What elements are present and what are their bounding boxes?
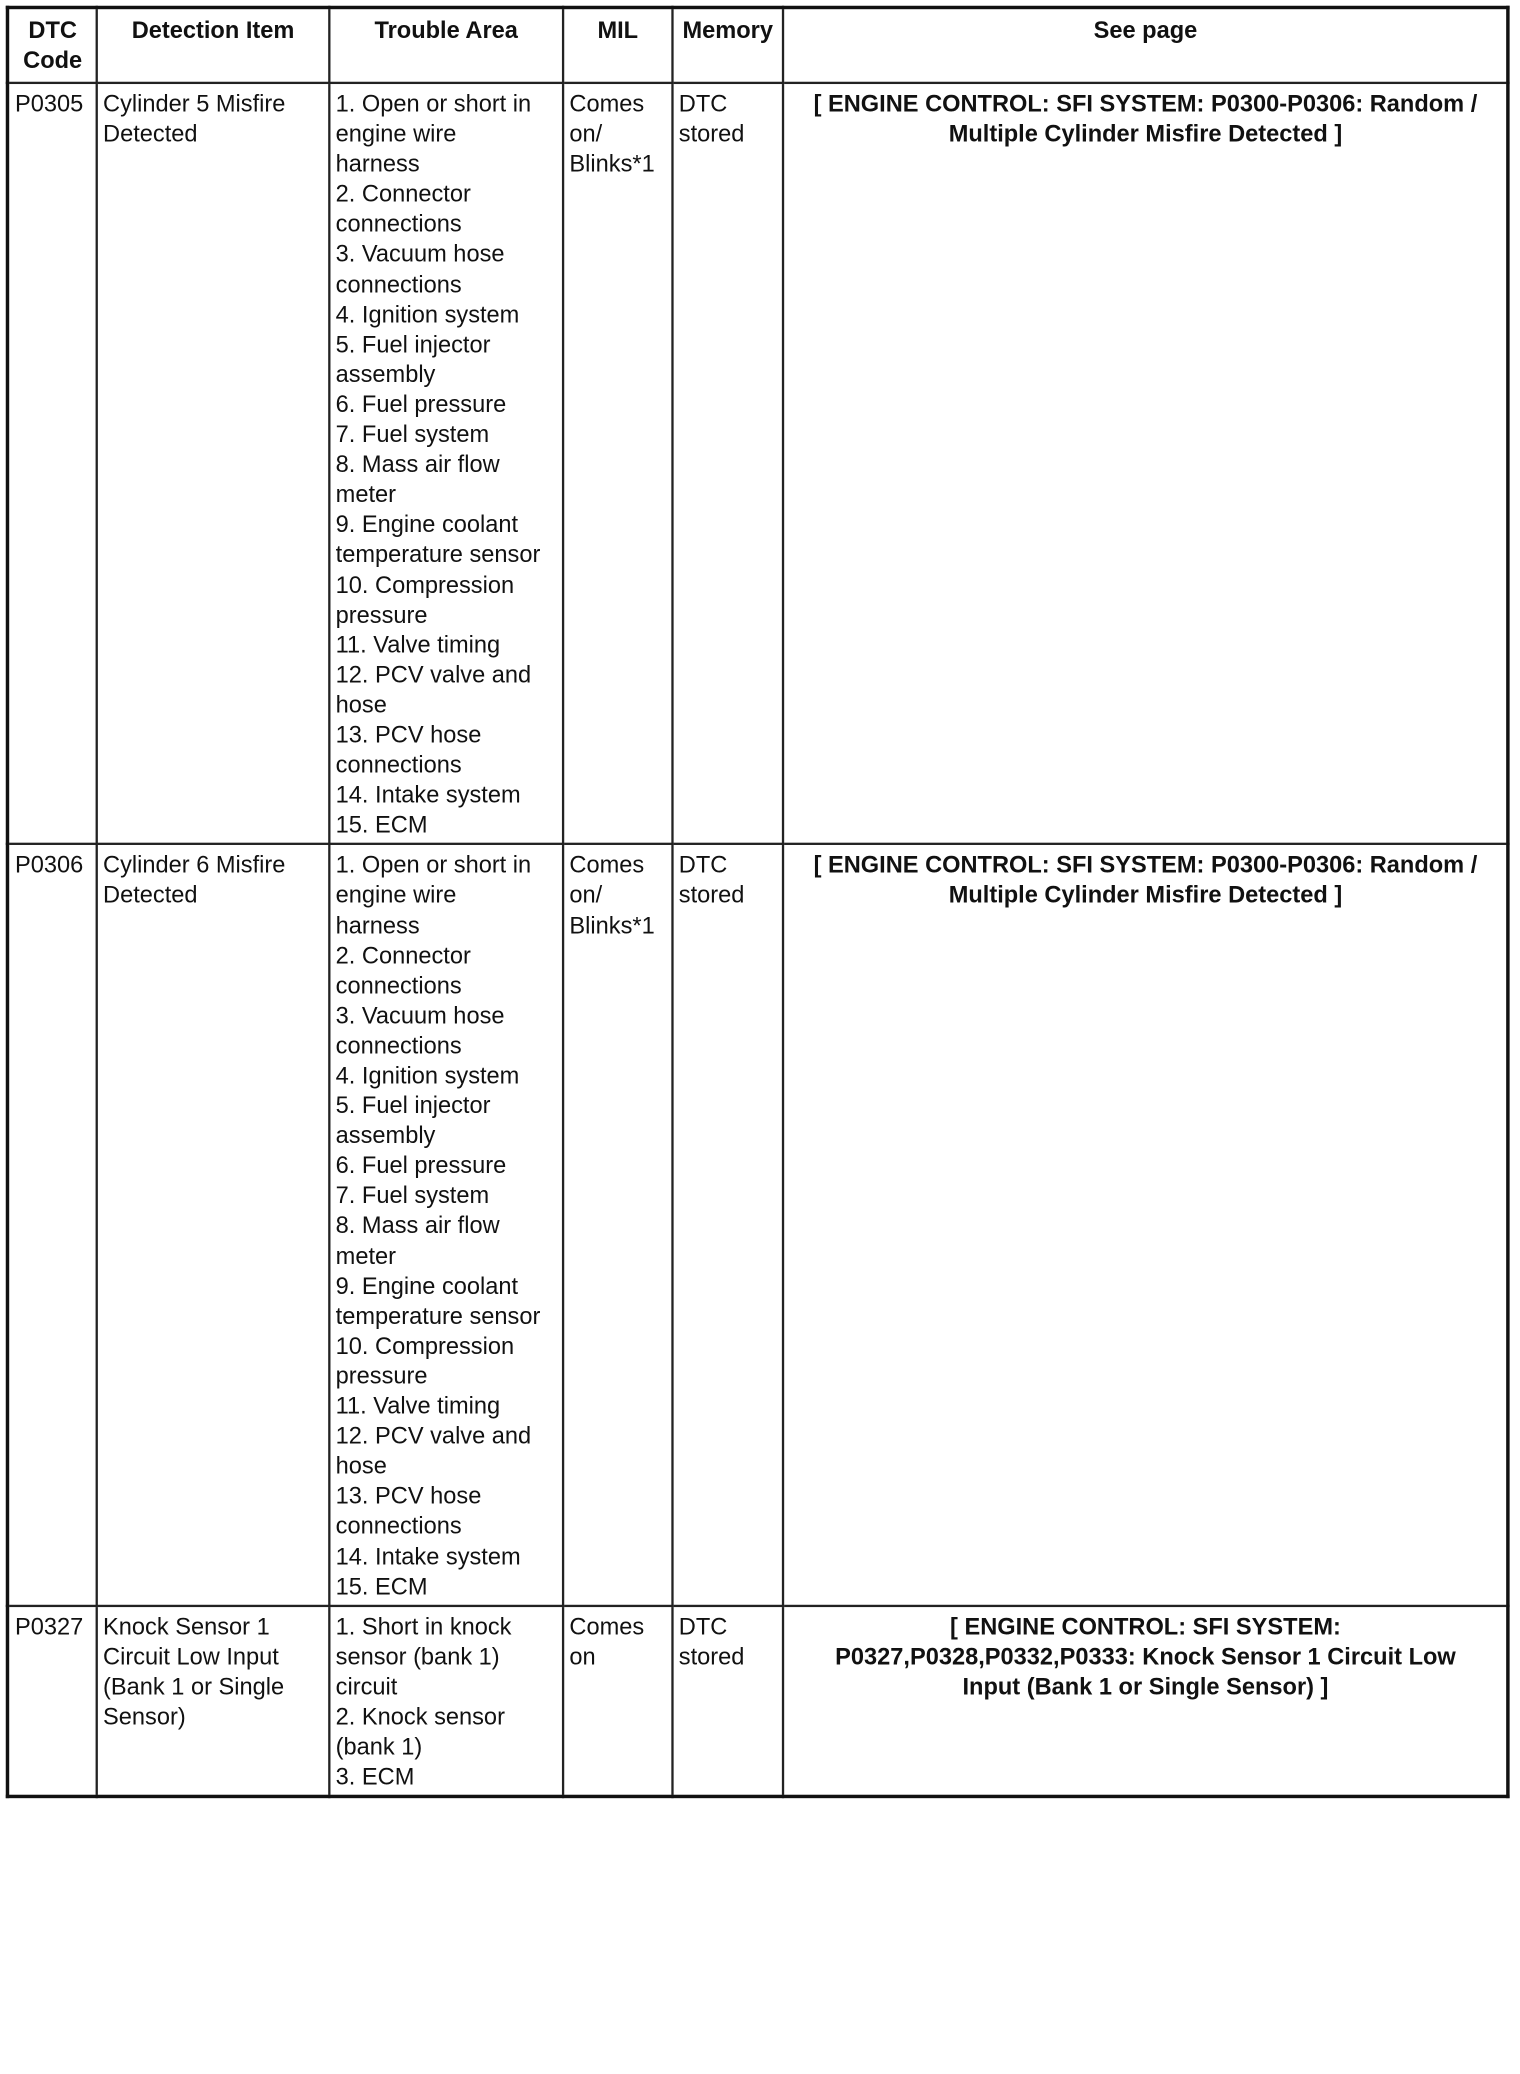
dtc-table xyxy=(6,6,1510,1799)
trouble-area-line: 5. Fuel injector xyxy=(335,331,491,358)
header-dtc-code xyxy=(7,7,96,82)
trouble-area-line: 1. Open or short in xyxy=(335,90,532,118)
memory-line: stored xyxy=(678,1643,745,1671)
detection-item-line: Sensor) xyxy=(103,1703,186,1731)
header-see-page: See page xyxy=(782,7,1507,82)
memory-cell xyxy=(672,1606,783,1797)
trouble-area-line: connections xyxy=(335,1513,462,1540)
table-body xyxy=(7,83,1507,1797)
detection-item-line: Detected xyxy=(103,882,198,909)
trouble-area-line: 10. Compression xyxy=(335,1332,515,1360)
trouble-area-line: 5. Fuel injector xyxy=(335,1092,491,1120)
trouble-area-line: hose xyxy=(335,691,387,719)
see-page-cell xyxy=(782,844,1507,1605)
trouble-area-line: 14. Intake system xyxy=(335,781,521,809)
trouble-area-line: 15. ECM xyxy=(335,811,428,839)
detection-item-cell xyxy=(96,83,329,844)
trouble-area-line: 9. Engine coolant xyxy=(335,511,519,538)
trouble-area-line: 3. Vacuum hose xyxy=(335,241,505,268)
trouble-area-cell xyxy=(329,1606,563,1797)
mil-line: Comes xyxy=(569,90,645,118)
trouble-area-cell xyxy=(329,83,563,844)
trouble-area-line: 4. Ignition system xyxy=(335,301,520,328)
detection-item-line: Cylinder 6 Misfire xyxy=(103,852,286,879)
trouble-area-line: 7. Fuel system xyxy=(335,421,490,448)
dtc-code: P0306 xyxy=(14,852,84,879)
trouble-area-line: 8. Mass air flow xyxy=(335,1212,500,1240)
trouble-area-line: 6. Fuel pressure xyxy=(335,391,507,418)
detection-item-line: Cylinder 5 Misfire xyxy=(103,90,286,118)
trouble-area-line: 8. Mass air flow xyxy=(335,451,500,478)
trouble-area-line: harness xyxy=(335,912,420,939)
trouble-area-line: (bank 1) xyxy=(335,1733,423,1761)
trouble-area-line: 12. PCV valve and xyxy=(335,661,532,689)
trouble-area-line: 2. Connector xyxy=(335,942,471,969)
trouble-area-line: 10. Compression xyxy=(335,571,515,599)
trouble-area-cell xyxy=(329,844,563,1605)
mil-line: on xyxy=(569,1643,596,1671)
header-dtc-code-line: DTC xyxy=(28,17,77,44)
dtc-code: P0305 xyxy=(14,90,84,118)
trouble-area-line: 11. Valve timing xyxy=(335,1392,501,1420)
trouble-area-line: assembly xyxy=(335,361,436,388)
trouble-area-line: 7. Fuel system xyxy=(335,1182,490,1210)
see-page-reference-line: P0327,P0328,P0332,P0333: Knock Sensor 1 Circuit Low xyxy=(835,1643,1456,1671)
memory-line: DTC xyxy=(678,90,728,118)
see-page-reference-line: [ ENGINE CONTROL: SFI SYSTEM: P0300-P0306: Random / xyxy=(813,852,1478,879)
detection-item-line: (Bank 1 or Single xyxy=(103,1673,285,1701)
detection-item-line: Knock Sensor 1 xyxy=(103,1613,270,1641)
trouble-area-line: 14. Intake system xyxy=(335,1543,521,1570)
trouble-area-line: circuit xyxy=(335,1673,398,1701)
trouble-area-line: 13. PCV hose xyxy=(335,1483,482,1510)
memory-line: stored xyxy=(678,882,745,909)
trouble-area-line: meter xyxy=(335,1242,397,1270)
see-page-reference-line: [ ENGINE CONTROL: SFI SYSTEM: P0300-P0306: Random / xyxy=(813,90,1478,118)
mil-cell xyxy=(563,844,672,1605)
trouble-area-line: 4. Ignition system xyxy=(335,1062,520,1090)
trouble-area-line: sensor (bank 1) xyxy=(335,1643,500,1671)
see-page-cell xyxy=(782,1606,1507,1797)
trouble-area-line: 3. Vacuum hose xyxy=(335,1002,505,1029)
detection-item-cell xyxy=(96,844,329,1605)
trouble-area-line: connections xyxy=(335,211,462,238)
trouble-area-line: assembly xyxy=(335,1122,436,1150)
see-page-cell xyxy=(782,83,1507,844)
mil-line: on/ xyxy=(569,882,603,909)
header-trouble-area: Trouble Area xyxy=(329,7,563,82)
dtc-code-cell xyxy=(7,83,96,844)
trouble-area-line: pressure xyxy=(335,601,428,629)
header-row xyxy=(7,7,1507,82)
memory-line: DTC xyxy=(678,1613,728,1641)
detection-item-line: Circuit Low Input xyxy=(103,1643,279,1671)
trouble-area-line: 1. Short in knock xyxy=(335,1613,512,1641)
header-dtc-code-line: Code xyxy=(23,47,83,74)
trouble-area-line: engine wire xyxy=(335,120,457,148)
trouble-area-line: 13. PCV hose xyxy=(335,721,482,749)
trouble-area-line: connections xyxy=(335,271,462,298)
memory-cell xyxy=(672,844,783,1605)
trouble-area-line: connections xyxy=(335,1032,462,1059)
mil-line: on/ xyxy=(569,120,603,148)
dtc-code: P0327 xyxy=(14,1613,84,1641)
dtc-code-cell xyxy=(7,1606,96,1797)
mil-cell xyxy=(563,1606,672,1797)
trouble-area-line: harness xyxy=(335,151,420,178)
trouble-area-line: 15. ECM xyxy=(335,1573,428,1600)
trouble-area-line: connections xyxy=(335,972,462,999)
trouble-area-line: 2. Connector xyxy=(335,181,471,208)
table-row xyxy=(7,83,1507,844)
dtc-code-cell xyxy=(7,844,96,1605)
see-page-reference-line: [ ENGINE CONTROL: SFI SYSTEM: xyxy=(950,1613,1341,1641)
mil-line: Blinks*1 xyxy=(569,151,655,178)
detection-item-line: Detected xyxy=(103,120,198,148)
trouble-area-line: temperature sensor xyxy=(335,541,541,569)
memory-line: stored xyxy=(678,120,745,148)
trouble-area-line: 1. Open or short in xyxy=(335,852,532,879)
header-mil: MIL xyxy=(563,7,672,82)
see-page-reference-line: Input (Bank 1 or Single Sensor) ] xyxy=(962,1673,1329,1701)
table-row xyxy=(7,1606,1507,1797)
trouble-area-line: temperature sensor xyxy=(335,1302,541,1330)
header-detection-item: Detection Item xyxy=(96,7,329,82)
trouble-area-line: 9. Engine coolant xyxy=(335,1272,519,1300)
mil-line: Blinks*1 xyxy=(569,912,655,939)
trouble-area-line: meter xyxy=(335,481,397,508)
mil-cell xyxy=(563,83,672,844)
header-memory: Memory xyxy=(672,7,783,82)
trouble-area-line: 2. Knock sensor xyxy=(335,1703,505,1731)
memory-line: DTC xyxy=(678,852,728,879)
mil-line: Comes xyxy=(569,852,645,879)
table-row xyxy=(7,844,1507,1605)
memory-cell xyxy=(672,83,783,844)
trouble-area-line: 3. ECM xyxy=(335,1763,415,1791)
detection-item-cell xyxy=(96,1606,329,1797)
trouble-area-line: hose xyxy=(335,1453,387,1480)
see-page-reference-line: Multiple Cylinder Misfire Detected ] xyxy=(948,120,1343,148)
trouble-area-line: engine wire xyxy=(335,882,457,909)
see-page-reference-line: Multiple Cylinder Misfire Detected ] xyxy=(948,882,1343,909)
trouble-area-line: 6. Fuel pressure xyxy=(335,1152,507,1180)
trouble-area-line: 11. Valve timing xyxy=(335,631,501,659)
mil-line: Comes xyxy=(569,1613,645,1641)
trouble-area-line: 12. PCV valve and xyxy=(335,1423,532,1450)
trouble-area-line: connections xyxy=(335,751,462,779)
trouble-area-line: pressure xyxy=(335,1362,428,1390)
